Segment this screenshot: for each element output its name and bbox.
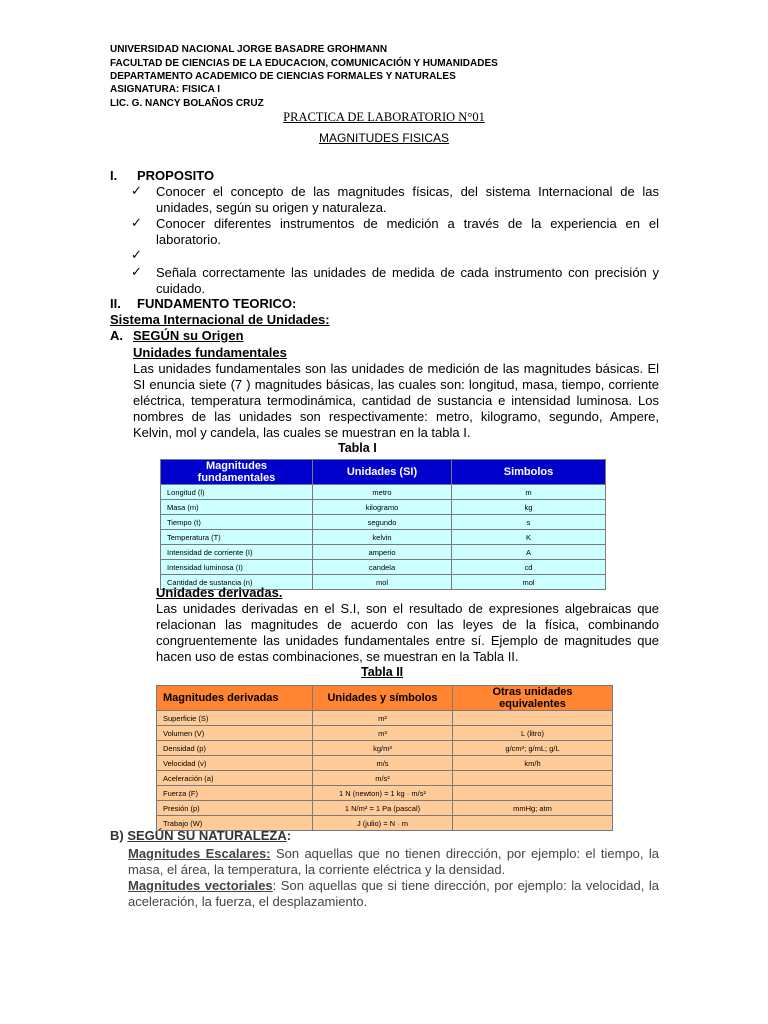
table-row xyxy=(161,530,606,545)
section-title: FUNDAMENTO TEORICO: xyxy=(137,296,297,311)
check-icon: ✓ xyxy=(131,183,142,198)
vector-text: : Son aquellas que si tiene dirección, por ejemplo: la velocidad, la aceleración, la fuerza, el desplazamiento. xyxy=(128,878,659,909)
table-cell: Tiempo (t) xyxy=(161,515,313,530)
table-cell xyxy=(453,786,613,801)
table-cell: amperio xyxy=(313,545,452,560)
section-a-title: SEGÚN su Origen xyxy=(133,328,244,343)
table-cell xyxy=(453,816,613,831)
section-fundamento-heading xyxy=(110,296,296,311)
table-header-row xyxy=(161,460,606,485)
bullet-text: Conocer el concepto de las magnitudes físicas, del sistema Internacional de las unidades, según su origen y naturaleza. xyxy=(156,184,659,215)
si-heading: Sistema Internacional de Unidades: xyxy=(110,312,330,327)
derived-units-heading: Unidades derivadas. xyxy=(156,585,283,600)
section-number: II. xyxy=(110,296,121,311)
table-cell: metro xyxy=(313,485,452,500)
fundamental-units-text: Las unidades fundamentales son las unidades de medición de las magnitudes básicas. El SI enuncia siete (7 ) magnitudes básicas, las cuales son: longitud, masa, tiempo, corriente eléctrica, temperatura termodinámica, cantidad de sustancia e intensidad luminosa. Los nombres de las unidades son respectivamente: metro, kilogramo, segundo, Ampere, Kelvin, mol y candela, las cuales se muestran en la tabla I. xyxy=(133,361,659,440)
table-cell: Trabajo (W) xyxy=(157,816,313,831)
table-cell: Masa (m) xyxy=(161,500,313,515)
table-cell: kilogramo xyxy=(313,500,452,515)
section-b-heading xyxy=(110,828,291,843)
fundamental-units-table xyxy=(160,459,606,590)
table-cell: kg/m³ xyxy=(313,741,453,756)
derived-units-text: Las unidades derivadas en el S.I, son el resultado de expresiones algebraicas que relacionan las magnitudes de acuerdo con las leyes de la física, combinando congruentemente las unidades fundamentales entre sí. Ejemplo de magnitudes que hacen uso de estas combinaciones, se muestran en la Tabla II. xyxy=(156,601,659,664)
check-icon: ✓ xyxy=(131,215,142,230)
check-icon: ✓ xyxy=(131,247,142,262)
section-title: PROPOSITO xyxy=(137,168,215,183)
table-row xyxy=(157,726,613,741)
section-b-title: SEGÚN SU NATURALEZA xyxy=(127,828,287,843)
table-cell: J (julio) = N · m xyxy=(313,816,453,831)
table-header-cell: Otras unidades equivalentes xyxy=(453,686,613,711)
table-cell: 1 N/m² = 1 Pa (pascal) xyxy=(313,801,453,816)
scalar-text: Son aquellas que no tienen dirección, por ejemplo: el tiempo, la masa, el área, la temperatura, la corriente eléctrica y la densidad. xyxy=(128,846,659,877)
table-cell: kg xyxy=(452,500,606,515)
bullet-text: Señala correctamente las unidades de medida de cada instrumento con precisión y cuidado. xyxy=(156,265,659,296)
fundamental-units-heading: Unidades fundamentales xyxy=(133,345,287,360)
derived-units-table xyxy=(156,685,613,831)
table-row xyxy=(161,500,606,515)
table-row xyxy=(157,711,613,726)
table-cell: Presión (p) xyxy=(157,801,313,816)
header-department: DEPARTAMENTO ACADEMICO DE CIENCIAS FORMALES Y NATURALES xyxy=(110,71,456,82)
table-cell: km/h xyxy=(453,756,613,771)
scalar-paragraph xyxy=(128,846,659,878)
table-header-cell: Simbolos xyxy=(452,460,606,485)
table-row xyxy=(161,560,606,575)
table-header-cell: Magnitudes fundamentales xyxy=(161,460,313,485)
table-header-cell: Unidades (SI) xyxy=(313,460,452,485)
table-cell: Superficie (S) xyxy=(157,711,313,726)
table-cell: kelvin xyxy=(313,530,452,545)
table-cell: m/s² xyxy=(313,771,453,786)
table-cell: Densidad (p) xyxy=(157,741,313,756)
table-cell: 1 N (newton) = 1 kg · m/s² xyxy=(313,786,453,801)
page-title: PRACTICA DE LABORATORIO N°01 xyxy=(283,110,485,124)
table-cell: A xyxy=(452,545,606,560)
table-cell: Fuerza (F) xyxy=(157,786,313,801)
header-subject: ASIGNATURA: FISICA I xyxy=(110,84,220,95)
table-cell: cd xyxy=(452,560,606,575)
section-letter: B) xyxy=(110,828,124,843)
vector-label: Magnitudes vectoriales xyxy=(128,878,273,893)
table-cell: g/cm³; g/mL; g/L xyxy=(453,741,613,756)
vector-paragraph xyxy=(128,878,659,910)
table-row xyxy=(157,756,613,771)
table-row xyxy=(157,741,613,756)
bullet-text: Conocer diferentes instrumentos de medición a través de la experiencia en el laboratorio. xyxy=(156,216,659,247)
table-cell: m³ xyxy=(313,726,453,741)
table-cell: mmHg; atm xyxy=(453,801,613,816)
table-header-cell: Magnitudes derivadas xyxy=(157,686,313,711)
table-cell: Cantidad de sustancia (n) xyxy=(161,575,313,590)
section-proposito-heading xyxy=(110,168,214,183)
table-row xyxy=(157,771,613,786)
table-cell xyxy=(453,711,613,726)
table-cell: s xyxy=(452,515,606,530)
scalar-label: Magnitudes Escalares: xyxy=(128,846,271,861)
section-a-heading xyxy=(110,328,244,343)
table-cell: mol xyxy=(452,575,606,590)
table-row xyxy=(157,786,613,801)
table-cell: L (litro) xyxy=(453,726,613,741)
table-cell: Velocidad (v) xyxy=(157,756,313,771)
table-header-row xyxy=(157,686,613,711)
header-university: UNIVERSIDAD NACIONAL JORGE BASADRE GROHMANN xyxy=(110,44,388,55)
table-cell: m² xyxy=(313,711,453,726)
section-b-colon: : xyxy=(286,828,292,843)
table-cell: Volumen (V) xyxy=(157,726,313,741)
table-row xyxy=(161,545,606,560)
table-cell: Longitud (l) xyxy=(161,485,313,500)
section-number: I. xyxy=(110,168,118,183)
table-cell: Temperatura (T) xyxy=(161,530,313,545)
table-cell: mol xyxy=(313,575,452,590)
table2-caption: Tabla II xyxy=(361,665,404,679)
table-row xyxy=(161,515,606,530)
table-cell: Intensidad luminosa (I) xyxy=(161,560,313,575)
table-cell: candela xyxy=(313,560,452,575)
table-cell: segundo xyxy=(313,515,452,530)
section-letter: A. xyxy=(110,328,123,343)
table-cell: K xyxy=(452,530,606,545)
table-cell: m/s xyxy=(313,756,453,771)
table-cell: Intensidad de corriente (I) xyxy=(161,545,313,560)
table-row xyxy=(157,801,613,816)
table-cell: Aceleración (a) xyxy=(157,771,313,786)
table-row xyxy=(161,485,606,500)
table1-caption: Tabla I xyxy=(338,441,377,455)
page-subtitle: MAGNITUDES FISICAS xyxy=(318,131,449,145)
table-cell xyxy=(453,771,613,786)
header-faculty: FACULTAD DE CIENCIAS DE LA EDUCACION, COMUNICACIÓN Y HUMANIDADES xyxy=(110,58,498,69)
header-teacher: LIC. G. NANCY BOLAÑOS CRUZ xyxy=(110,98,264,109)
table-cell: m xyxy=(452,485,606,500)
table-header-cell: Unidades y símbolos xyxy=(313,686,453,711)
check-icon: ✓ xyxy=(131,264,142,279)
